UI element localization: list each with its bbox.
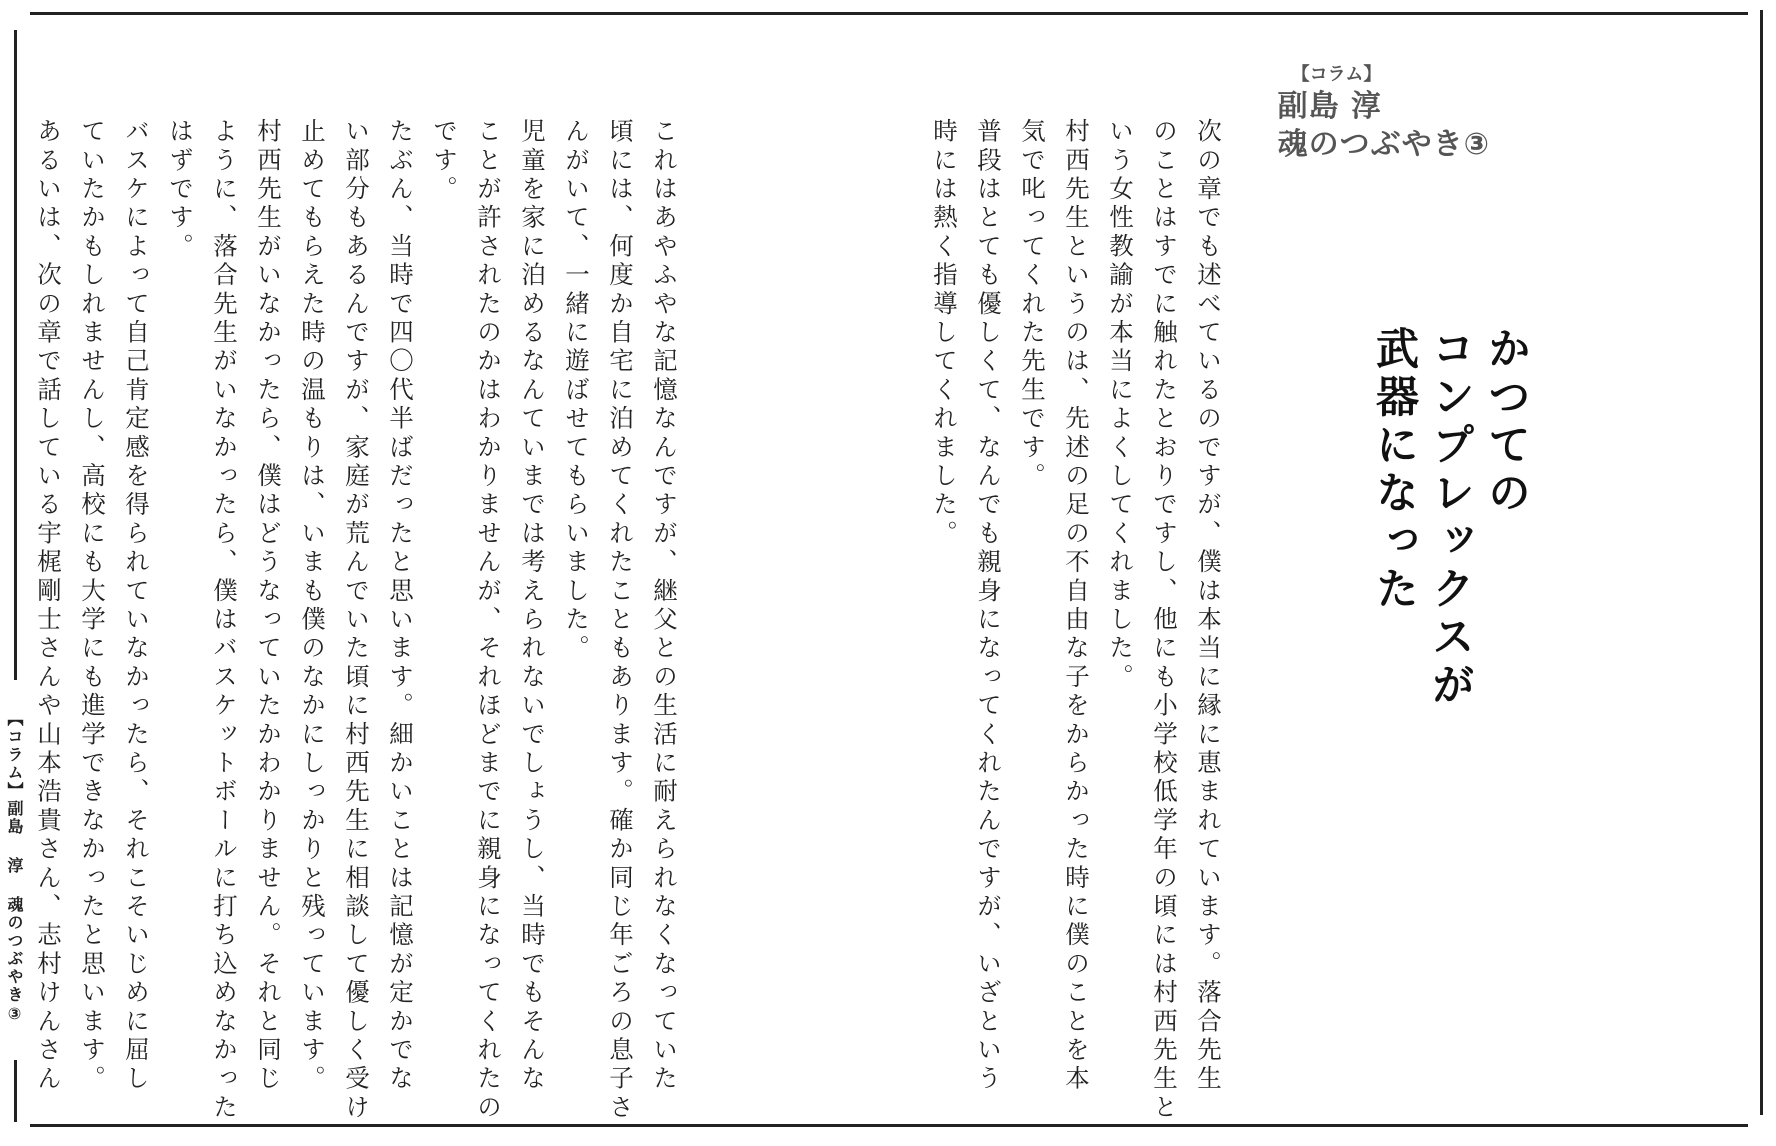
- right-rule: [1760, 10, 1763, 1115]
- column-header: [1278, 62, 1490, 164]
- running-head: 【コラム】副島 淳 魂のつぶやき③: [5, 710, 24, 1025]
- column-author: 副島 淳: [1277, 89, 1383, 124]
- left-rule-lower: [14, 1060, 17, 1122]
- bottom-rule: [30, 1124, 1748, 1127]
- column-series-title: 魂のつぶやき③: [1277, 127, 1490, 162]
- column-tag: 【コラム】: [1291, 64, 1382, 85]
- article-title: かつての コンプレックスが 武器になった: [1369, 326, 1531, 710]
- top-rule: [30, 12, 1748, 15]
- body-text-right: 次の章でも述べているのですが、僕は本当に縁に恵まれています。落合先生 のことはすでに触れたとおりですし、他にも小学校低学年の頃には村西先生と いう女性教諭が本当によくしてくれました。 村西先生というのは、先述の足の不自由な子をからかった時に僕のことを本 気で叱ってくれた先生です。 普段はとても優しくて、なんでも親身になってくれたんですが、いざという 時には熱く指導してくれました。: [930, 118, 1223, 1123]
- left-rule-upper: [14, 30, 17, 680]
- body-text-left: これはあやふやな記憶なんですが、継父との生活に耐えられなくなっていた 頃には、何度か自宅に泊めてくれたこともあります。確か同じ年ごろの息子さ んがいて、一緒に遊ばせてもらいました。 児童を家に泊めるなんていまでは考えられないでしょうし、当時でもそんな ことが許されたのかはわかりませんが、それほどまでに親身になってくれたの です。 たぶん、当時で四〇代半ばだったと思います。細かいことは記憶が定かでな い部分もあるんですが、家庭が荒んでいた頃に村西先生に相談して優しく受け 止めてもらえた時の温もりは、いまも僕のなかにしっかりと残っています。 村西先生がいなかったら、僕はどうなっていたかわかりません。それと同じ ように、落合先生がいなかったら、僕はバスケットボールに打ち込めなかった はずです。 バスケによって自己肯定感を得られていなかったら、それこそいじめに屈し ていたかもしれませんし、高校にも大学にも進学できなかったと思います。 あるいは、次の章で話している宇梶剛士さんや山本浩貴さん、志村けんさん: [34, 118, 679, 1123]
